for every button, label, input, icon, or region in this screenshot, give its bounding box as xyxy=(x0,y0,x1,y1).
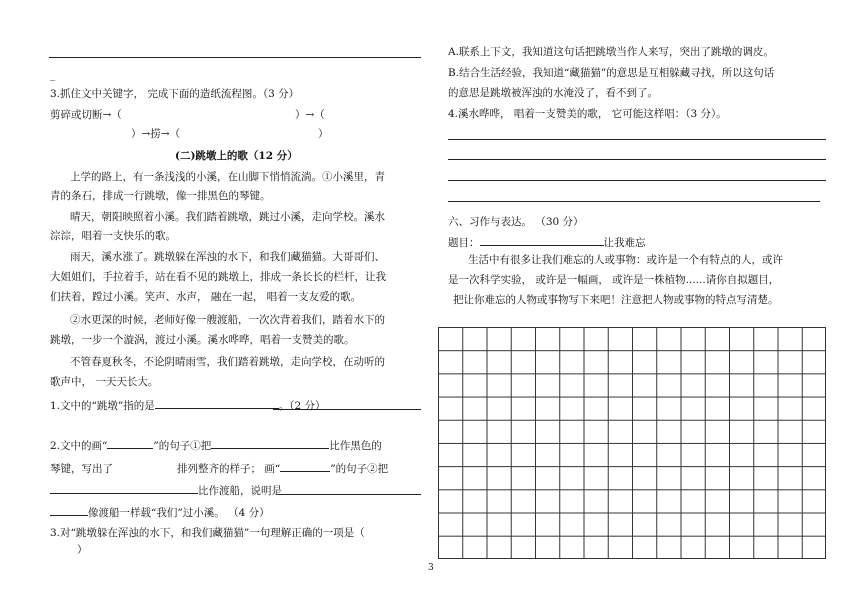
section-title: (二)跳墩上的歌（12 分） xyxy=(175,150,298,162)
answer-line[interactable] xyxy=(448,139,826,140)
question-2-text: 比作渡船，说明是 xyxy=(198,485,282,497)
answer-line[interactable] xyxy=(448,180,826,181)
passage-line-8: ②水更深的时候，老师好像一艘渡船，一次次背着我们，踏着水下的 xyxy=(70,314,385,326)
writing-grid[interactable] xyxy=(438,327,826,559)
question-2-text: 琴键，写出了 xyxy=(50,463,113,475)
answer-blank[interactable] xyxy=(50,482,198,494)
passage-line-4: 淙淙，唱着一支快乐的歌。 xyxy=(50,230,176,242)
topic-label: 题目： xyxy=(448,237,480,249)
passage-line-9: 跳墩，一步一个漩涡，渡过小溪。溪水哗哗，唱着一支赞美的歌。 xyxy=(50,334,355,346)
topic-suffix: 让我难忘 xyxy=(603,237,646,249)
passage-line-1: 上学的路上，有一条浅浅的小溪，在山脚下悄悄流淌。①小溪里，青 xyxy=(70,171,385,183)
prompt-line-1: 生活中有很多让我们难忘的人或事物：或许是一个有特点的人，或许 xyxy=(468,254,783,266)
question-2-text: 排列整齐的样子； 画“ xyxy=(177,463,281,475)
passage-line-10: 不管春夏秋冬，不论阴晴雨雪，我们踏着跳墩，走向学校，在动听的 xyxy=(70,356,385,368)
dash-mark: _ xyxy=(50,69,56,81)
question-3b-text: 3.对“跳墩躲在浑浊的水下，和我们藏猫猫”一句理解正确的一项是（ xyxy=(50,527,365,539)
question-2-line-4 xyxy=(50,504,270,520)
flowchart-step-2[interactable]: ）→（ xyxy=(295,109,325,121)
question-3b-answer[interactable]: ） xyxy=(77,544,88,556)
question-2-text: ”的句子②把 xyxy=(330,463,389,475)
answer-blank[interactable] xyxy=(155,397,279,409)
question-3-title: 3.抓住文中关键字， 完成下面的造纸流程图。（3 分） xyxy=(50,88,300,100)
question-2-text: ”的句子①把 xyxy=(153,440,212,452)
question-1-score: 。（2 分） xyxy=(278,400,326,412)
passage-line-6: 大姐姐们，手拉着手，站在看不见的跳墩上，排成一条长长的栏杆，让我 xyxy=(50,271,386,283)
passage-line-11: 歌声中， 一天天长大。 xyxy=(50,376,159,388)
flowchart-step-4[interactable]: ） xyxy=(318,128,329,140)
answer-blank[interactable] xyxy=(211,437,329,449)
answer-line xyxy=(273,409,421,410)
question-2-line-2 xyxy=(50,460,388,476)
passage-line-2: 青的条石，排成一行跳墩，像一排黑色的琴键。 xyxy=(50,190,271,202)
answer-blank[interactable] xyxy=(107,437,153,449)
page-number: 3 xyxy=(428,563,434,573)
answer-blank[interactable] xyxy=(50,504,88,516)
question-4: 4.溪水哗哗， 唱着一支赞美的歌， 它可能这样唱：（3 分）。 xyxy=(448,108,727,120)
flowchart-line-1 xyxy=(50,108,122,122)
question-2-line-1 xyxy=(50,437,382,453)
question-2-text: 2.文中的画“ xyxy=(50,440,108,452)
answer-line xyxy=(278,494,421,495)
question-2-line-3 xyxy=(50,482,282,498)
passage-line-3: 晴天，朝阳映照着小溪。我们踏着跳墩，跳过小溪，走向学校。溪水 xyxy=(70,211,385,223)
question-1 xyxy=(50,397,326,413)
prompt-line-2: 是一次科学实验， 或许是一幅画， 或许是一株植物......请你自拟题目， xyxy=(448,274,780,286)
option-a: A.联系上下文，我知道这句话把跳墩当作人来写，突出了跳墩的调皮。 xyxy=(448,46,774,58)
answer-line[interactable] xyxy=(448,159,826,160)
passage-line-5: 雨天，溪水涨了。跳墩躲在浑浊的水下，和我们藏猫猫。大哥哥们、 xyxy=(70,251,385,263)
passage-line-7: 们扶着，蹚过小溪。笑声、水声， 融在一起， 唱着一支友爱的歌。 xyxy=(50,291,362,303)
section-6-title: 六、习作与表达。 （30 分） xyxy=(448,216,584,228)
topic-blank[interactable] xyxy=(480,234,604,246)
question-2-text: 像渡船一样载“我们”过小溪。 （4 分） xyxy=(88,507,270,519)
answer-line[interactable] xyxy=(448,201,820,202)
flowchart-step-1: 剪碎或切断→（ xyxy=(50,109,122,121)
answer-line-top xyxy=(49,57,421,58)
essay-topic xyxy=(448,234,646,250)
option-b-line-2: 的意思是跳墩被浑浊的水淹没了，看不到了。 xyxy=(448,87,658,99)
flowchart-step-3[interactable]: ）→捞→（ xyxy=(131,128,181,140)
question-1-text: 1.文中的“跳墩”指的是 xyxy=(50,400,155,412)
question-2-text: 比作黑色的 xyxy=(329,440,382,452)
prompt-line-3: 把让你难忘的人物或事物写下来吧！注意把人物或事物的特点写清楚。 xyxy=(453,294,779,306)
answer-blank[interactable] xyxy=(280,460,330,472)
option-b-line-1: B.结合生活经验，我知道“藏猫猫”的意思是互相躲藏寻找，所以这句话 xyxy=(448,67,775,79)
